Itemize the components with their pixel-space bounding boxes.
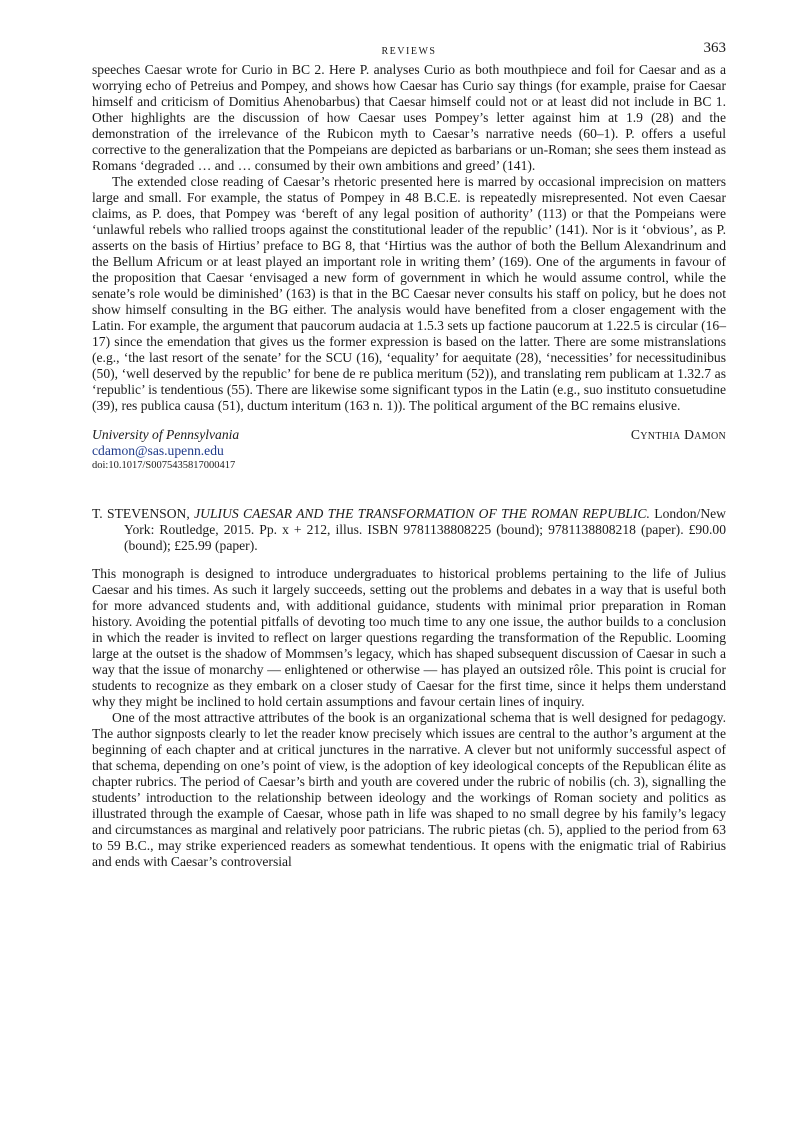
page-number: 363: [703, 40, 726, 56]
reviewer-email-link[interactable]: cdamon@sas.upenn.edu: [92, 443, 224, 458]
isbn-price-details: 9781138808225 (bound); 9781138808218 (paper). £90.00 (bound); £25.99 (paper).: [124, 522, 727, 553]
book-title: JULIUS CAESAR AND THE TRANSFORMATION OF THE ROMAN REPUBLIC.: [194, 506, 650, 521]
review-2-paragraph-1: This monograph is designed to introduce undergraduates to historical problems pertaining to the life of Julius Caesar and his times. As such it largely succeeds, setting out the problems and debates in a way that is useful both for more advanced students and, with additional guidance, students with minimal prior preparation in Roman history. Avoiding the potential pitfalls of devoting too much time to any one issue, the author builds to a conclusion in which the reader is invited to reflect on larger questions regarding the transformation of the Republic. Looming large at the outset is the shadow of Mommsen’s legacy, which has shaped subsequent discussion of Caesar in such a way that the issue of monarchy — enlightened or otherwise — has played an outsized rôle. This point is crucial for students to recognize as they embark on a closer study of Caesar for the first time, since it helps them understand why they might be inclined to hold certain assumptions and favour certain lines of inquiry.: [92, 566, 726, 709]
doi-link[interactable]: doi:10.1017/S0075435817000417: [92, 460, 236, 471]
isbn-label: ISBN: [367, 522, 399, 537]
reviewer-name: Cynthia Damon: [630, 427, 726, 442]
running-head: REVIEWS: [381, 46, 437, 57]
reviewer-affiliation: University of Pennsylvania: [92, 427, 240, 442]
journal-page: [92, 40, 726, 870]
book-citation: [92, 506, 726, 554]
page-header: [92, 40, 726, 62]
review-1-paragraph-2: The extended close reading of Caesar’s rhetoric presented here is marred by occasional imprecision on matters large and small. For example, the status of Pompey in 48 B.C.E. is repeatedly misrepresented. Not even Caesar claims, as P. does, that Pompey was ‘bereft of any legal position of authority’ (113) or that the Pompeians were ‘unlawful rebels who rallied troops against the constitutional leader of the republic’ (141). Nor is it ‘obvious’, as P. asserts on the basis of Hirtius’ preface to BG 8, that ‘Hirtius was the author of both the Bellum Alexandrinum and the Bellum Africum or at least played an important role in writing them’ (169). One of the arguments in favour of the proposition that Caesar ‘envisaged a new form of government in which he would assume control, while the senate’s role would be diminished’ (163) is that in the BC Caesar never consults his staff on policy, but he does not show himself consulting in the BG either. The analysis would have benefited from a closer engagement with the Latin. For example, the argument that paucorum audacia at 1.5.3 sets up factione paucorum at 1.22.5 is circular (16–17) since the emendation that gives us the former expression is based on the latter. There are some mistranslations (e.g., ‘the last resort of the senate’ for the SCU (16), ‘equality’ for aequitate (28), ‘necessities’ for necessitudinibus (50), ‘well deserved by the republic’ for bene de re publica meritum (52)), and translating rem publicam at 1.32.7 as ‘republic’ is tendentious (55). There are likewise some significant typos in the Latin (e.g., suo instituto consuetudine (39), res publica causa (51), ductum interitum (163 n. 1)). The political argument of the BC remains elusive.: [92, 174, 726, 413]
book-author: T. STEVENSON,: [92, 506, 190, 521]
reviewer-signature: [92, 427, 726, 473]
publication-details: London/New York: Routledge, 2015. Pp. x + 212, illus.: [124, 506, 726, 537]
review-1-paragraph-1: speeches Caesar wrote for Curio in BC 2. Here P. analyses Curio as both mouthpiece and foil for Caesar and as a worrying echo of Petreius and Pompey, and shows how Caesar has Curio say things (for example, praise for Caesar himself and criticism of Domitius Ahenobarbus) that Caesar himself could not or at least did not include in BC 1. Other highlights are the discussion of how Caesar uses Pompey’s letter against him at 1.9 (28) and the demonstration of the irrelevance of the Rubicon myth to Caesar’s narrative needs (60–1). P. offers a useful corrective to the generalization that the Pompeians are depicted as barbarians or un-Roman; she sees them instead as Romans ‘degraded … and … consumed by their own ambitions and greed’ (141).: [92, 62, 726, 173]
review-2-paragraph-2: One of the most attractive attributes of the book is an organizational schema that is well designed for pedagogy. The author signposts clearly to let the reader know precisely which issues are central to the author’s argument at the beginning of each chapter and at critical junctures in the narrative. A clever but not uniformly successful aspect of that schema, depending on one’s point of view, is the adoption of key ideological concepts of the Republican élite as chapter rubrics. The period of Caesar’s birth and youth are covered under the rubric of nobilis (ch. 3), signalling the students’ introduction to the relationship between ideology and the workings of Roman society and politics as illustrated through the example of Caesar, whose path in life was shaped to no small degree by his family’s legacy and circumstances as marginal and relatively poor patricians. The rubric pietas (ch. 5), applied to the period from 63 to 59 B.C., may strike experienced readers as somewhat tendentious. It opens with the enigmatic trial of Rabirius and ends with Caesar’s controversial: [92, 710, 726, 869]
